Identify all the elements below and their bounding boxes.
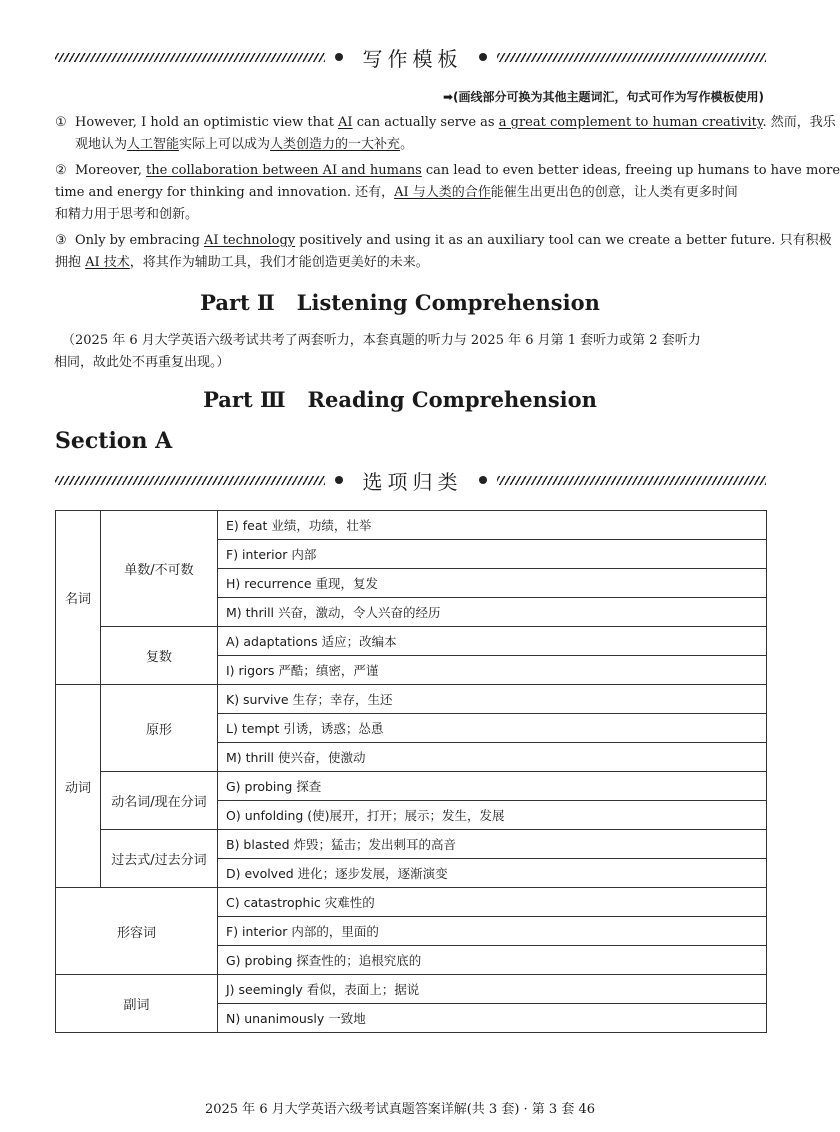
part-2-note: [54, 330, 767, 374]
banner-dot-left: [335, 53, 343, 61]
vocab-item: N) unanimously 一致地: [218, 1004, 767, 1033]
banner-hatch-right: [497, 476, 767, 485]
table-row: [56, 975, 767, 1004]
vocab-item: J) seemingly 看似，表面上；据说: [218, 975, 767, 1004]
vocab-item: K) survive 生存；幸存，生还: [218, 685, 767, 714]
vocabulary-table: [55, 510, 767, 1033]
vocab-item: G) probing 探查: [218, 772, 767, 801]
table-row: [56, 627, 767, 656]
sentence-number: ③: [55, 233, 67, 248]
sentence-number: ②: [55, 163, 67, 178]
part-3-heading: [0, 387, 800, 412]
table-row: [56, 685, 767, 714]
vocab-item: M) thrill 使兴奋，使激动: [218, 743, 767, 772]
part-title: Reading Comprehension: [307, 387, 597, 412]
vocab-item: F) interior 内部的，里面的: [218, 917, 767, 946]
subcategory: 原形: [101, 685, 218, 772]
part-number: Part Ⅲ: [203, 387, 286, 412]
table-row: [56, 511, 767, 540]
banner-hatch-left: [55, 476, 325, 485]
table-row: [56, 830, 767, 859]
part-2-heading: [0, 290, 800, 315]
vocab-item: A) adaptations 适应；改编本: [218, 627, 767, 656]
sentence-line: However, I hold an optimistic view that AI can actually serve as a great complement to human creativity. 然而，我乐: [75, 115, 836, 130]
note-line: 相同，故此处不再重复出现。）: [54, 355, 230, 370]
vocab-item: C) catastrophic 灾难性的: [218, 888, 767, 917]
template-sentence-2: [55, 160, 840, 226]
underlined-phrase: AI 与人类的合作: [394, 185, 491, 200]
template-sentence-3: [55, 230, 832, 274]
part-number: Part Ⅱ: [200, 290, 275, 315]
underlined-phrase: 人工智能: [127, 137, 180, 152]
vocab-item: E) feat 业绩，功绩，壮举: [218, 511, 767, 540]
category-noun: 名词: [56, 511, 101, 685]
option-classification-banner: [55, 466, 766, 494]
subcategory: 单数/不可数: [101, 511, 218, 627]
table-row: [56, 888, 767, 917]
sentence-line: 和精力用于思考和创新。: [55, 207, 199, 222]
vocab-item: D) evolved 进化；逐步发展，逐渐演变: [218, 859, 767, 888]
sentence-line: time and energy for thinking and innovation. 还有，AI 与人类的合作能催生出更出色的创意，让人类有更多时间: [55, 185, 738, 200]
note-line: （2025 年 6 月大学英语六级考试共考了两套听力，本套真题的听力与 2025 年 6 月第 1 套听力或第 2 套听力: [62, 333, 701, 348]
vocab-item: I) rigors 严酷；缜密，严谨: [218, 656, 767, 685]
subcategory: 过去式/过去分词: [101, 830, 218, 888]
underlined-phrase: AI: [338, 115, 353, 130]
category-adverb: 副词: [56, 975, 218, 1033]
banner-hatch-right: [497, 53, 767, 62]
vocab-item: O) unfolding (使)展开，打开；展示；发生，发展: [218, 801, 767, 830]
writing-template-banner: [55, 43, 766, 71]
table-row: [56, 772, 767, 801]
sentence-number: ①: [55, 115, 67, 130]
banner-dot-right: [479, 53, 487, 61]
banner-hatch-left: [55, 53, 325, 62]
underlined-phrase: AI 技术: [85, 255, 130, 270]
section-heading: Section A: [55, 428, 173, 454]
underlined-phrase: the collaboration between AI and humans: [145, 163, 422, 178]
banner-dot-right: [479, 476, 487, 484]
banner-title: 写作模板: [362, 46, 463, 71]
banner-title: 选项归类: [362, 469, 463, 494]
underlined-phrase: a great complement to human creativity: [498, 115, 763, 130]
template-note: ➡(画线部分可换为其他主题词汇，句式可作为写作模板使用): [442, 90, 764, 104]
sentence-line: Moreover, the collaboration between AI and humans can lead to even better ideas, freeing up humans to have more: [75, 163, 840, 178]
sentence-line: Only by embracing AI technology positively and using it as an auxiliary tool can we create a better future. 只有积极: [75, 233, 832, 248]
vocab-item: G) probing 探查性的；追根究底的: [218, 946, 767, 975]
subcategory: 复数: [101, 627, 218, 685]
vocab-item: H) recurrence 重现，复发: [218, 569, 767, 598]
part-title: Listening Comprehension: [296, 290, 600, 315]
subcategory: 动名词/现在分词: [101, 772, 218, 830]
vocab-item: F) interior 内部: [218, 540, 767, 569]
vocab-item: B) blasted 炸毁；猛击；发出刺耳的高音: [218, 830, 767, 859]
vocab-item: L) tempt 引诱，诱惑；怂恿: [218, 714, 767, 743]
sentence-line: 拥抱 AI 技术，将其作为辅助工具，我们才能创造更美好的未来。: [55, 255, 429, 270]
vocab-item: M) thrill 兴奋，激动，令人兴奋的经历: [218, 598, 767, 627]
category-adjective: 形容词: [56, 888, 218, 975]
category-verb: 动词: [56, 685, 101, 888]
underlined-phrase: AI technology: [204, 233, 296, 248]
banner-dot-left: [335, 476, 343, 484]
underlined-phrase: 人类创造力的一大补充: [270, 137, 401, 152]
page-footer: 2025 年 6 月大学英语六级考试真题答案详解(共 3 套) · 第 3 套 46: [204, 1102, 596, 1117]
template-sentence-1: [55, 112, 836, 156]
sentence-line: 观地认为人工智能实际上可以成为人类创造力的一大补充。: [75, 137, 414, 152]
